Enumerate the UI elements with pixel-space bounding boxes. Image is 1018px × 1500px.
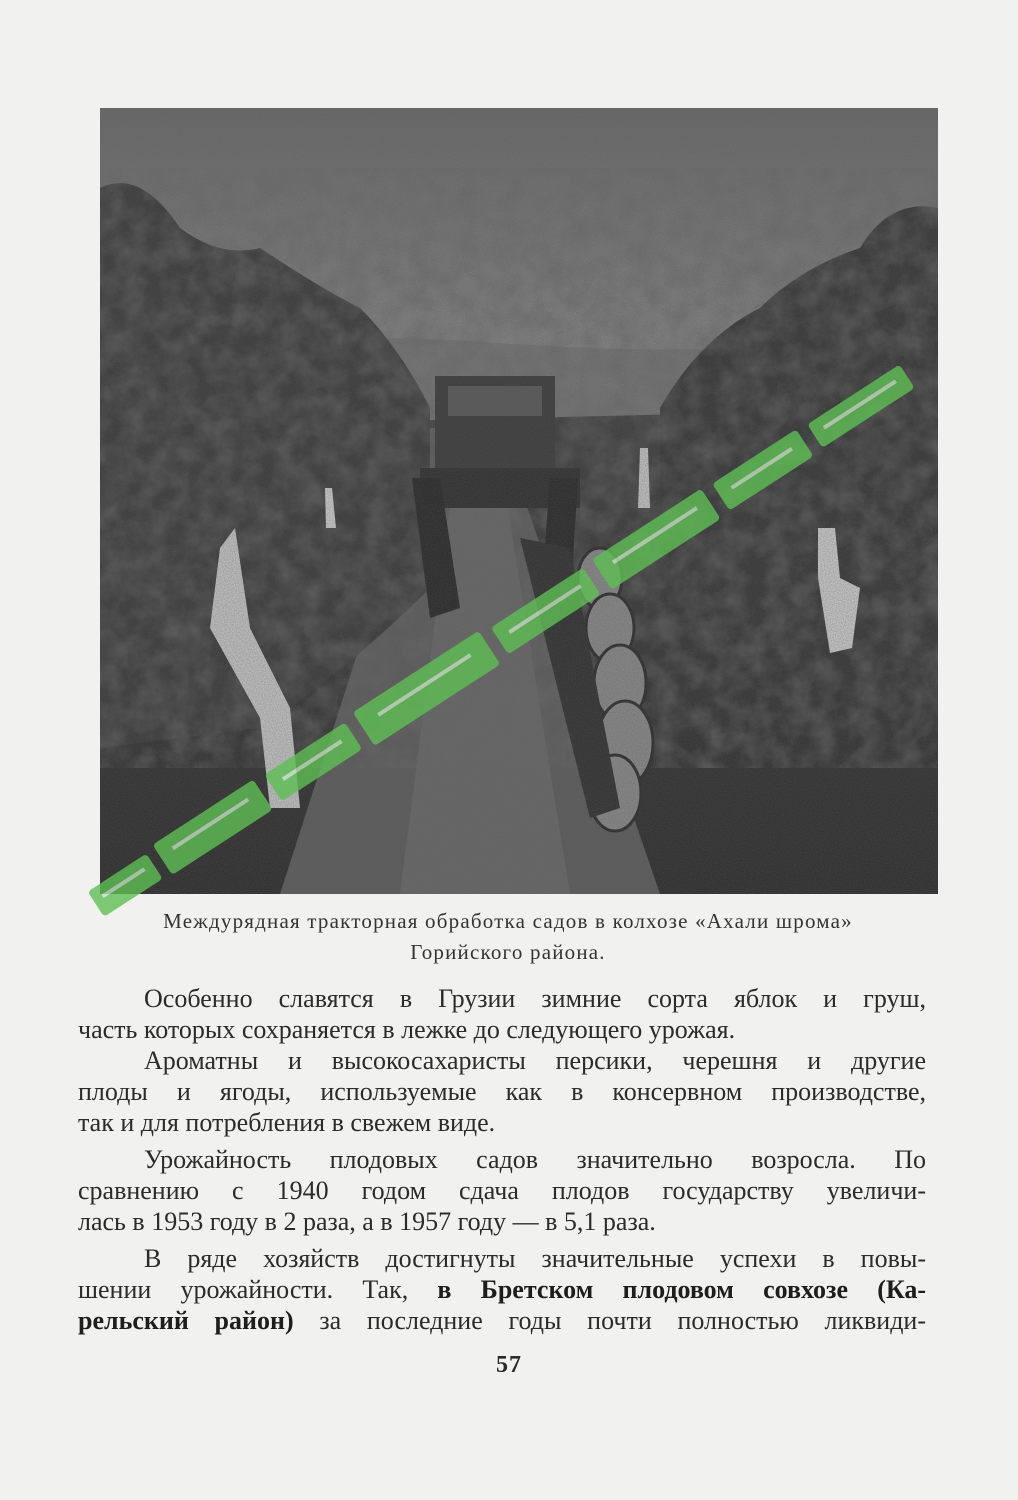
text-line-mixed [78, 1305, 926, 1336]
text-line: В ряде хозяйств достигнуты значительные успехи в повы- [144, 1244, 926, 1273]
text-line: Ароматны и высокосахаристы персики, черешня и другие [144, 1046, 926, 1075]
text-line: Особенно славятся в Грузии зимние сорта яблок и груш, [144, 984, 926, 1013]
page-number: 57 [496, 1352, 522, 1378]
text-line: сравнению с 1940 годом сдача плодов государству увеличи- [78, 1176, 926, 1205]
text-span: шении урожайности. Так, [78, 1275, 409, 1304]
text-line: так и для потребления в свежем виде. [78, 1108, 496, 1137]
photo-illustration [100, 108, 938, 894]
bold-text-span: рельский район) [78, 1306, 294, 1335]
caption-line-1: Междурядная тракторная обработка садов в колхозе «Ахали шрома» [163, 909, 853, 933]
text-line: лась в 1953 году в 2 раза, а в 1957 году — в 5,1 раза. [78, 1207, 656, 1236]
text-span: за последние годы почти полностью ликвиди- [319, 1306, 927, 1335]
figure-caption [70, 906, 946, 968]
text-line: Урожайность плодовых садов значительно возросла. По [144, 1145, 926, 1174]
caption-line-2: Горийского района. [410, 940, 606, 964]
bold-text-span: в Бретском плодовом совхозе (Ка- [437, 1275, 927, 1304]
text-line: плоды и ягоды, используемые как в консервном производстве, [78, 1077, 926, 1106]
orchard-tractor-photo [100, 108, 938, 894]
text-line: часть которых сохраняется в лежке до следующего урожая. [78, 1015, 736, 1044]
body-text [78, 983, 926, 1336]
text-line-mixed [78, 1274, 926, 1305]
